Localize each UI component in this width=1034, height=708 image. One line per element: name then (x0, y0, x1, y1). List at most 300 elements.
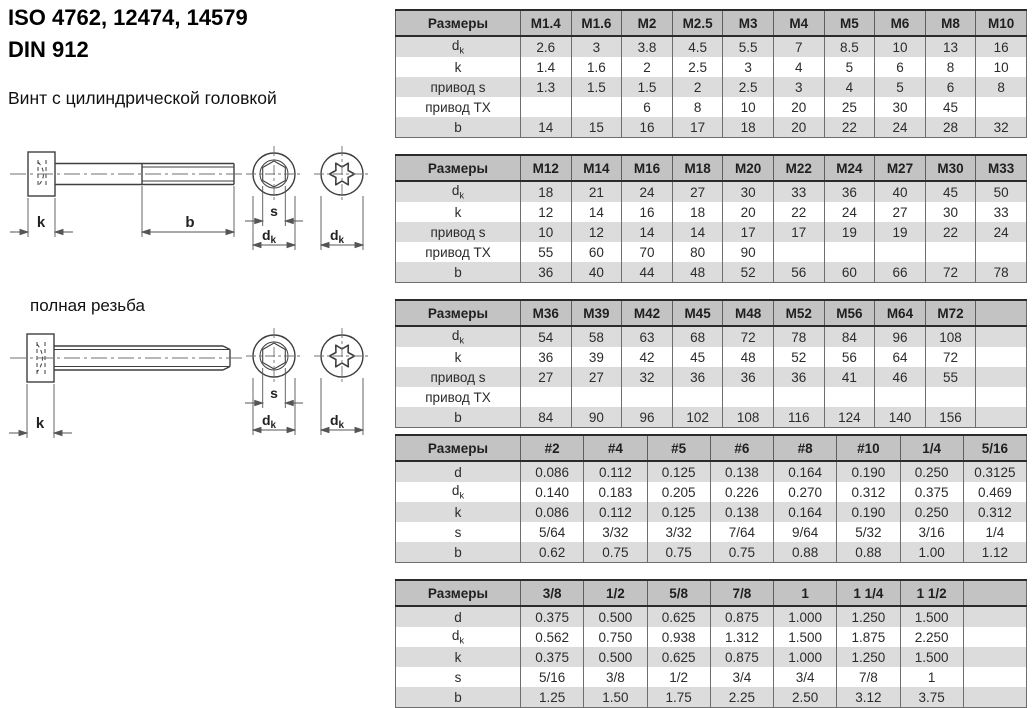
column-header: 1 (774, 580, 837, 606)
table-cell: 0.875 (710, 606, 773, 627)
table-cell (976, 97, 1027, 117)
column-header: M10 (976, 10, 1027, 36)
table-cell: 63 (622, 326, 673, 347)
table-cell: 27 (521, 367, 572, 387)
row-label: k (396, 347, 521, 367)
table-cell (622, 387, 673, 407)
table-cell: 0.88 (837, 542, 900, 563)
table-cell: 52 (773, 347, 824, 367)
table-cell: 90 (723, 242, 774, 262)
column-header: M3 (723, 10, 774, 36)
table-cell (824, 242, 875, 262)
table-cell: 6 (622, 97, 673, 117)
row-label: k (396, 202, 521, 222)
column-header: M56 (824, 300, 875, 326)
hex-socket-end-view (245, 146, 303, 250)
table-cell (773, 387, 824, 407)
table-row (396, 522, 1027, 542)
table-cell: 27 (875, 202, 926, 222)
table-cell: 20 (723, 202, 774, 222)
table-cell: 0.086 (521, 461, 584, 482)
table-cell: 1.5 (622, 77, 673, 97)
table-cell: 52 (723, 262, 774, 283)
table-cell: 24 (976, 222, 1027, 242)
table-cell (963, 687, 1026, 708)
table-cell: 3/4 (710, 667, 773, 687)
table-cell: 0.500 (584, 606, 647, 627)
table-cell: 20 (773, 97, 824, 117)
table-cell (925, 242, 976, 262)
row-label: привод s (396, 77, 521, 97)
row-label: b (396, 407, 521, 428)
table-cell: 14 (571, 202, 622, 222)
table-cell: 30 (875, 97, 926, 117)
column-header: #2 (521, 435, 584, 461)
column-header: M20 (723, 155, 774, 181)
table-cell: 14 (672, 222, 723, 242)
table-cell: 1.5 (571, 77, 622, 97)
column-header: #4 (584, 435, 647, 461)
table-cell: 40 (571, 262, 622, 283)
table-cell: 2 (672, 77, 723, 97)
column-header: #6 (710, 435, 773, 461)
table-cell: 80 (672, 242, 723, 262)
table-cell: 16 (976, 36, 1027, 57)
table-cell: 25 (824, 97, 875, 117)
column-header: M48 (723, 300, 774, 326)
table-row (396, 647, 1027, 667)
column-header: 7/8 (710, 580, 773, 606)
table-cell: 1.00 (900, 542, 963, 563)
table-cell: 0.112 (584, 502, 647, 522)
table-cell: 24 (824, 202, 875, 222)
table-cell: 10 (723, 97, 774, 117)
dimension-dk-label: d (261, 227, 271, 243)
table-cell: 2.6 (521, 36, 572, 57)
table-cell: 41 (824, 367, 875, 387)
row-label: s (396, 522, 521, 542)
table-cell: 10 (521, 222, 572, 242)
table-cell: 18 (723, 117, 774, 138)
table-cell: 19 (875, 222, 926, 242)
column-header: M4 (773, 10, 824, 36)
column-header: M30 (925, 155, 976, 181)
table-cell: 0.226 (710, 482, 773, 502)
table-cell: 36 (824, 181, 875, 202)
row-label-header: Размеры (396, 155, 521, 181)
table-row (396, 262, 1027, 283)
column-header: M1.6 (571, 10, 622, 36)
dimension-dk2-label: d (329, 227, 339, 243)
table-cell: 72 (723, 326, 774, 347)
row-label: $d_k$ (396, 627, 521, 647)
table-row (396, 97, 1027, 117)
table-cell: 36 (672, 367, 723, 387)
row-label: k (396, 502, 521, 522)
table-row (396, 502, 1027, 522)
column-header: M33 (976, 155, 1027, 181)
table-cell: 2.5 (723, 77, 774, 97)
table-cell: 0.164 (774, 502, 837, 522)
column-header: M64 (875, 300, 926, 326)
table-cell: 3/32 (647, 522, 710, 542)
table-cell: 18 (521, 181, 572, 202)
table-cell: 1/2 (647, 667, 710, 687)
table-cell: 3/4 (774, 667, 837, 687)
torx-end-view (314, 146, 370, 250)
table-cell: 12 (521, 202, 572, 222)
table-cell: 0.138 (710, 461, 773, 482)
table-cell: 6 (925, 77, 976, 97)
table-cell: 0.500 (584, 647, 647, 667)
table-cell: 24 (875, 117, 926, 138)
table-cell: 0.164 (774, 461, 837, 482)
table-cell (976, 242, 1027, 262)
row-label: d (396, 606, 521, 627)
table-cell: 72 (925, 347, 976, 367)
metric-table-m36-m72 (395, 299, 1027, 428)
table-cell: 7 (773, 36, 824, 57)
dimension-k-full-label: k (35, 415, 45, 432)
table-cell: 3.8 (622, 36, 673, 57)
table-cell (963, 627, 1026, 647)
table-cell: 1.500 (900, 606, 963, 627)
dimension-dk-full-label: d (261, 412, 271, 428)
table-cell: 36 (723, 367, 774, 387)
table-cell: 24 (622, 181, 673, 202)
table-cell: 10 (976, 57, 1027, 77)
table-cell: 78 (773, 326, 824, 347)
hex-socket-end-view-full (245, 328, 303, 435)
table-row (396, 687, 1027, 708)
column-header: M18 (672, 155, 723, 181)
table-cell: 33 (976, 202, 1027, 222)
table-cell: 4.5 (672, 36, 723, 57)
table-cell: 27 (672, 181, 723, 202)
table-cell: 58 (571, 326, 622, 347)
table-cell: 96 (875, 326, 926, 347)
row-label: d (396, 461, 521, 482)
table-cell: 1.312 (710, 627, 773, 647)
table-cell (875, 242, 926, 262)
table-row (396, 461, 1027, 482)
table-cell: 10 (875, 36, 926, 57)
table-cell: 15 (571, 117, 622, 138)
table-cell: 96 (622, 407, 673, 428)
table-cell: 8 (672, 97, 723, 117)
table-cell: 84 (521, 407, 572, 428)
table-cell: 44 (622, 262, 673, 283)
table-cell: 2.5 (672, 57, 723, 77)
inch-table-3_8-1_1_2 (395, 579, 1027, 708)
table-cell: 0.183 (584, 482, 647, 502)
column-header: 1 1/4 (837, 580, 900, 606)
table-cell: 7/8 (837, 667, 900, 687)
row-label: b (396, 687, 521, 708)
table-cell: 8.5 (824, 36, 875, 57)
table-cell: 5.5 (723, 36, 774, 57)
table-cell: 45 (925, 181, 976, 202)
table-cell: 0.086 (521, 502, 584, 522)
table-cell: 3/8 (584, 667, 647, 687)
table-cell: 0.375 (521, 606, 584, 627)
table-cell: 3.75 (900, 687, 963, 708)
table-row (396, 482, 1027, 502)
table-cell: 5/16 (521, 667, 584, 687)
row-label: b (396, 117, 521, 138)
table-cell: 8 (925, 57, 976, 77)
table-cell: 0.112 (584, 461, 647, 482)
table-cell: 3 (723, 57, 774, 77)
column-header: M14 (571, 155, 622, 181)
table-row (396, 407, 1027, 428)
column-header: 1 1/2 (900, 580, 963, 606)
column-header: M52 (773, 300, 824, 326)
table-cell: 5/32 (837, 522, 900, 542)
table-cell: 0.938 (647, 627, 710, 647)
table-cell: 70 (622, 242, 673, 262)
table-cell: 36 (773, 367, 824, 387)
table-cell (672, 387, 723, 407)
table-cell (976, 326, 1027, 347)
row-label: привод s (396, 222, 521, 242)
column-header: M8 (925, 10, 976, 36)
table-cell: 0.88 (774, 542, 837, 563)
table-cell (773, 242, 824, 262)
column-header: M16 (622, 155, 673, 181)
table-cell: 22 (925, 222, 976, 242)
dimension-s-full-label: s (270, 385, 278, 401)
column-header: 5/8 (647, 580, 710, 606)
row-label: привод s (396, 367, 521, 387)
table-cell: 84 (824, 326, 875, 347)
table-cell (571, 387, 622, 407)
table-cell: 1.000 (774, 647, 837, 667)
table-cell (723, 387, 774, 407)
table-cell: 46 (875, 367, 926, 387)
table-cell: 1.75 (647, 687, 710, 708)
table-cell: 102 (672, 407, 723, 428)
column-header: 3/8 (521, 580, 584, 606)
table-cell: 1.875 (837, 627, 900, 647)
screw-drawing-full-thread (2, 320, 392, 465)
table-cell: 5 (875, 77, 926, 97)
table-cell: 27 (571, 367, 622, 387)
column-header: M2 (622, 10, 673, 36)
standards-title-iso: ISO 4762, 12474, 14579 (8, 5, 248, 30)
table-cell (963, 606, 1026, 627)
table-cell: 1.500 (900, 647, 963, 667)
table-row (396, 77, 1027, 97)
table-cell: 21 (571, 181, 622, 202)
table-cell: 48 (723, 347, 774, 367)
row-label: привод TX (396, 387, 521, 407)
row-label: k (396, 57, 521, 77)
table-cell: 0.270 (774, 482, 837, 502)
column-header: M1.4 (521, 10, 572, 36)
table-cell (976, 367, 1027, 387)
table-cell: 2.25 (710, 687, 773, 708)
row-label: $d_k$ (396, 482, 521, 502)
svg-text:dk (330, 227, 345, 246)
svg-text:dk (330, 412, 345, 431)
column-header: M72 (925, 300, 976, 326)
table-cell: 0.125 (647, 502, 710, 522)
column-header: M22 (773, 155, 824, 181)
table-row (396, 367, 1027, 387)
dimension-b (142, 186, 234, 237)
table-cell: 124 (824, 407, 875, 428)
table-cell: 140 (875, 407, 926, 428)
table-cell: 0.190 (837, 461, 900, 482)
table-cell: 17 (723, 222, 774, 242)
torx-end-view-full (314, 328, 370, 435)
table-cell: 36 (521, 347, 572, 367)
dimension-dk-sub: k (270, 235, 277, 246)
table-cell: 0.375 (900, 482, 963, 502)
table-cell: 0.312 (963, 502, 1026, 522)
table-cell: 0.250 (900, 461, 963, 482)
table-cell: 116 (773, 407, 824, 428)
dimension-dk2-full-label: d (329, 412, 339, 428)
table-cell: 30 (723, 181, 774, 202)
table-cell: 19 (824, 222, 875, 242)
table-cell: 0.750 (584, 627, 647, 647)
table-cell: 0.190 (837, 502, 900, 522)
table-cell: 3 (773, 77, 824, 97)
row-label: привод TX (396, 242, 521, 262)
table-cell: 42 (622, 347, 673, 367)
column-header: M12 (521, 155, 572, 181)
table-cell: 0.312 (837, 482, 900, 502)
table-cell: 12 (571, 222, 622, 242)
dimension-b-label: b (185, 214, 195, 231)
table-cell: 0.62 (521, 542, 584, 563)
table-row (396, 242, 1027, 262)
table-row (396, 606, 1027, 627)
table-cell: 1.250 (837, 606, 900, 627)
row-label: $d_k$ (396, 181, 521, 202)
table-cell (963, 667, 1026, 687)
table-cell (925, 387, 976, 407)
table-cell (521, 97, 572, 117)
table-cell: 60 (824, 262, 875, 283)
table-row (396, 57, 1027, 77)
table-row (396, 222, 1027, 242)
table-cell: 1.6 (571, 57, 622, 77)
column-header: M5 (824, 10, 875, 36)
column-header: M6 (875, 10, 926, 36)
table-cell: 3 (571, 36, 622, 57)
table-cell: 56 (824, 347, 875, 367)
row-label-header: Размеры (396, 435, 521, 461)
table-cell: 13 (925, 36, 976, 57)
table-cell: 17 (773, 222, 824, 242)
table-cell: 68 (672, 326, 723, 347)
table-cell: 55 (925, 367, 976, 387)
table-cell (875, 387, 926, 407)
table-cell: 0.75 (710, 542, 773, 563)
table-cell: 28 (925, 117, 976, 138)
svg-text:dk (262, 412, 277, 431)
metric-table-m1_4-m10 (395, 9, 1027, 138)
column-header: 1/4 (900, 435, 963, 461)
table-cell: 78 (976, 262, 1027, 283)
table-cell: 0.625 (647, 606, 710, 627)
row-label-header: Размеры (396, 10, 521, 36)
dimension-dk-2 (321, 196, 363, 250)
table-cell: 54 (521, 326, 572, 347)
column-header: M39 (571, 300, 622, 326)
table-row (396, 326, 1027, 347)
table-cell: 20 (773, 117, 824, 138)
table-cell: 1.000 (774, 606, 837, 627)
screw-drawing-partial-thread (2, 136, 392, 296)
row-label: $d_k$ (396, 36, 521, 57)
row-label: k (396, 647, 521, 667)
table-cell: 0.469 (963, 482, 1026, 502)
table-cell: 0.140 (521, 482, 584, 502)
dimension-dk-full-sub: k (270, 420, 277, 431)
table-row (396, 387, 1027, 407)
table-cell: 0.125 (647, 461, 710, 482)
table-cell (521, 387, 572, 407)
table-cell: 40 (875, 181, 926, 202)
table-cell: 3.12 (837, 687, 900, 708)
table-cell: 1.250 (837, 647, 900, 667)
table-cell: 45 (925, 97, 976, 117)
table-cell: 22 (773, 202, 824, 222)
table-cell (976, 347, 1027, 367)
table-cell: 16 (622, 117, 673, 138)
table-cell: 0.138 (710, 502, 773, 522)
table-cell: 48 (672, 262, 723, 283)
table-cell: 1/4 (963, 522, 1026, 542)
table-cell: 66 (875, 262, 926, 283)
table-row (396, 627, 1027, 647)
table-cell: 108 (723, 407, 774, 428)
table-cell: 45 (672, 347, 723, 367)
table-cell: 6 (875, 57, 926, 77)
table-row (396, 347, 1027, 367)
column-header: M24 (824, 155, 875, 181)
table-cell (571, 97, 622, 117)
column-header: M45 (672, 300, 723, 326)
table-cell: 72 (925, 262, 976, 283)
table-cell: 4 (824, 77, 875, 97)
table-cell: 55 (521, 242, 572, 262)
row-label: $d_k$ (396, 326, 521, 347)
table-cell: 1.12 (963, 542, 1026, 563)
table-cell: 0.3125 (963, 461, 1026, 482)
table-cell (976, 387, 1027, 407)
table-cell: 56 (773, 262, 824, 283)
table-row (396, 542, 1027, 563)
column-header: #5 (647, 435, 710, 461)
table-cell: 22 (824, 117, 875, 138)
table-cell: 3/16 (900, 522, 963, 542)
column-header: 1/2 (584, 580, 647, 606)
table-cell: 3/32 (584, 522, 647, 542)
table-cell: 0.625 (647, 647, 710, 667)
table-cell: 0.75 (647, 542, 710, 563)
table-cell: 1.500 (774, 627, 837, 647)
table-cell: 9/64 (774, 522, 837, 542)
row-label-header: Размеры (396, 300, 521, 326)
table-cell: 0.205 (647, 482, 710, 502)
product-name: Винт с цилиндрической головкой (8, 88, 277, 108)
table-row (396, 667, 1027, 687)
